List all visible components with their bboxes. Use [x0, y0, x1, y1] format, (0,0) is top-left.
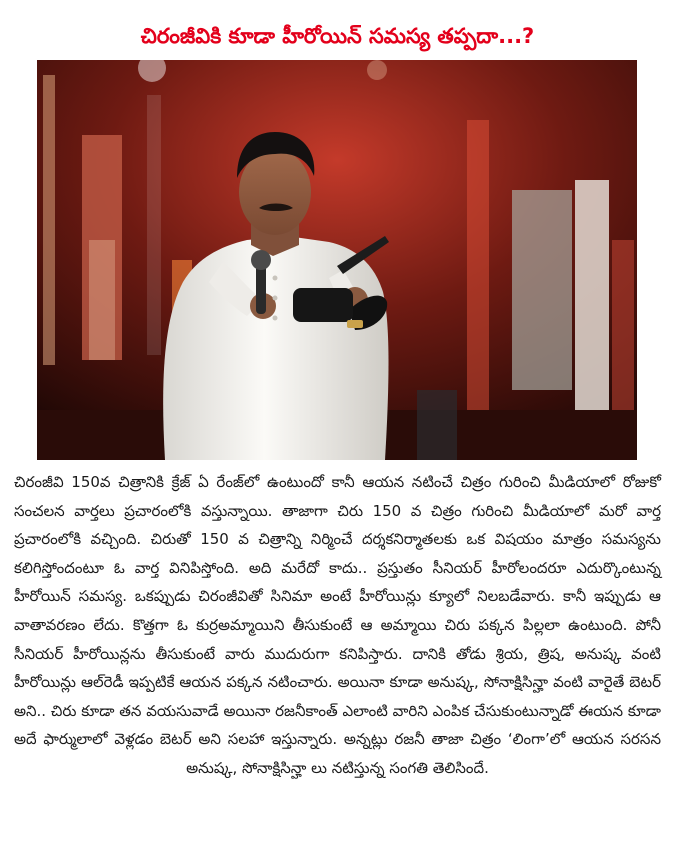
article-photo [37, 60, 637, 460]
article-headline: చిరంజీవికి కూడా హీరోయిన్ సమస్య తప్పదా...? [140, 24, 535, 49]
article-body: చిరంజీవి 150వ చిత్రానికి క్రేజ్ ఏ రేంజ్‌లో ఉంటుందో కానీ ఆయన నటించే చిత్రం గురించి మీడియాలో రోజుకో సంచలన వార్తలు ప్రచారంలోకి వస్తున్నాయి. తాజాగా చిరు 150 వ చిత్రం గురించి మీడియాలో మరో వార్త ప్రచారంలోకి వచ్చింది. చిరుతో 150 వ చిత్రాన్ని నిర్మించే దర్శకనిర్మాతలకు ఒక విషయం మాత్రం సమస్యను కలిగిస్తోందంటూ ఓ వార్త వినిపిస్తోంది. అది మరేదో కాదు.. ప్రస్తుతం సీనియర్ హీరోలందరూ ఎదుర్కొంటున్న హీరోయిన్ సమస్య. ఒకప్పుడు చిరంజీవితో సినిమా అంటే హీరోయిన్లు క్యూలో నిలబడేవారు. కానీ ఇప్పుడు ఆ వాతావరణం లేదు. కొత్తగా ఓ కుర్రఅమ్మాయిని తీసుకుంటే ఆ అమ్మాయి చిరు పక్కన పిల్లలా ఉంటుంది. పోనీ సీనియర్ హీరోయిన్లను తీసుకుంటే వారు ముదురుగా కనిపిస్తారు. దానికి తోడు శ్రియ, త్రిష, అనుష్క వంటి హీరోయిన్లు ఆల్‌రెడీ ఇప్పటికే ఆయన పక్కన నటించారు. అయినా కూడా అనుష్క, సోనాక్షిసిన్హా వంటి వారైతే బెటర్ అని.. చిరు కూడా తన వయసువాడే అయినా రజనీకాంత్ ఎలాంటి వారిని ఎంపిక చేసుకుంటున్నాడో ఈయన కూడా అదే ఫార్ములాలో వెళ్లడం బెటర్ అని సలహా ఇస్తున్నారు. అన్నట్లు రజనీ తాజా చిత్రం ‘లింగా’లో ఆయన సరసన అనుష్క, సోనాక్షిసిన్హా లు నటిస్తున్న సంగతి తెలిసిందే. [14, 473, 661, 777]
